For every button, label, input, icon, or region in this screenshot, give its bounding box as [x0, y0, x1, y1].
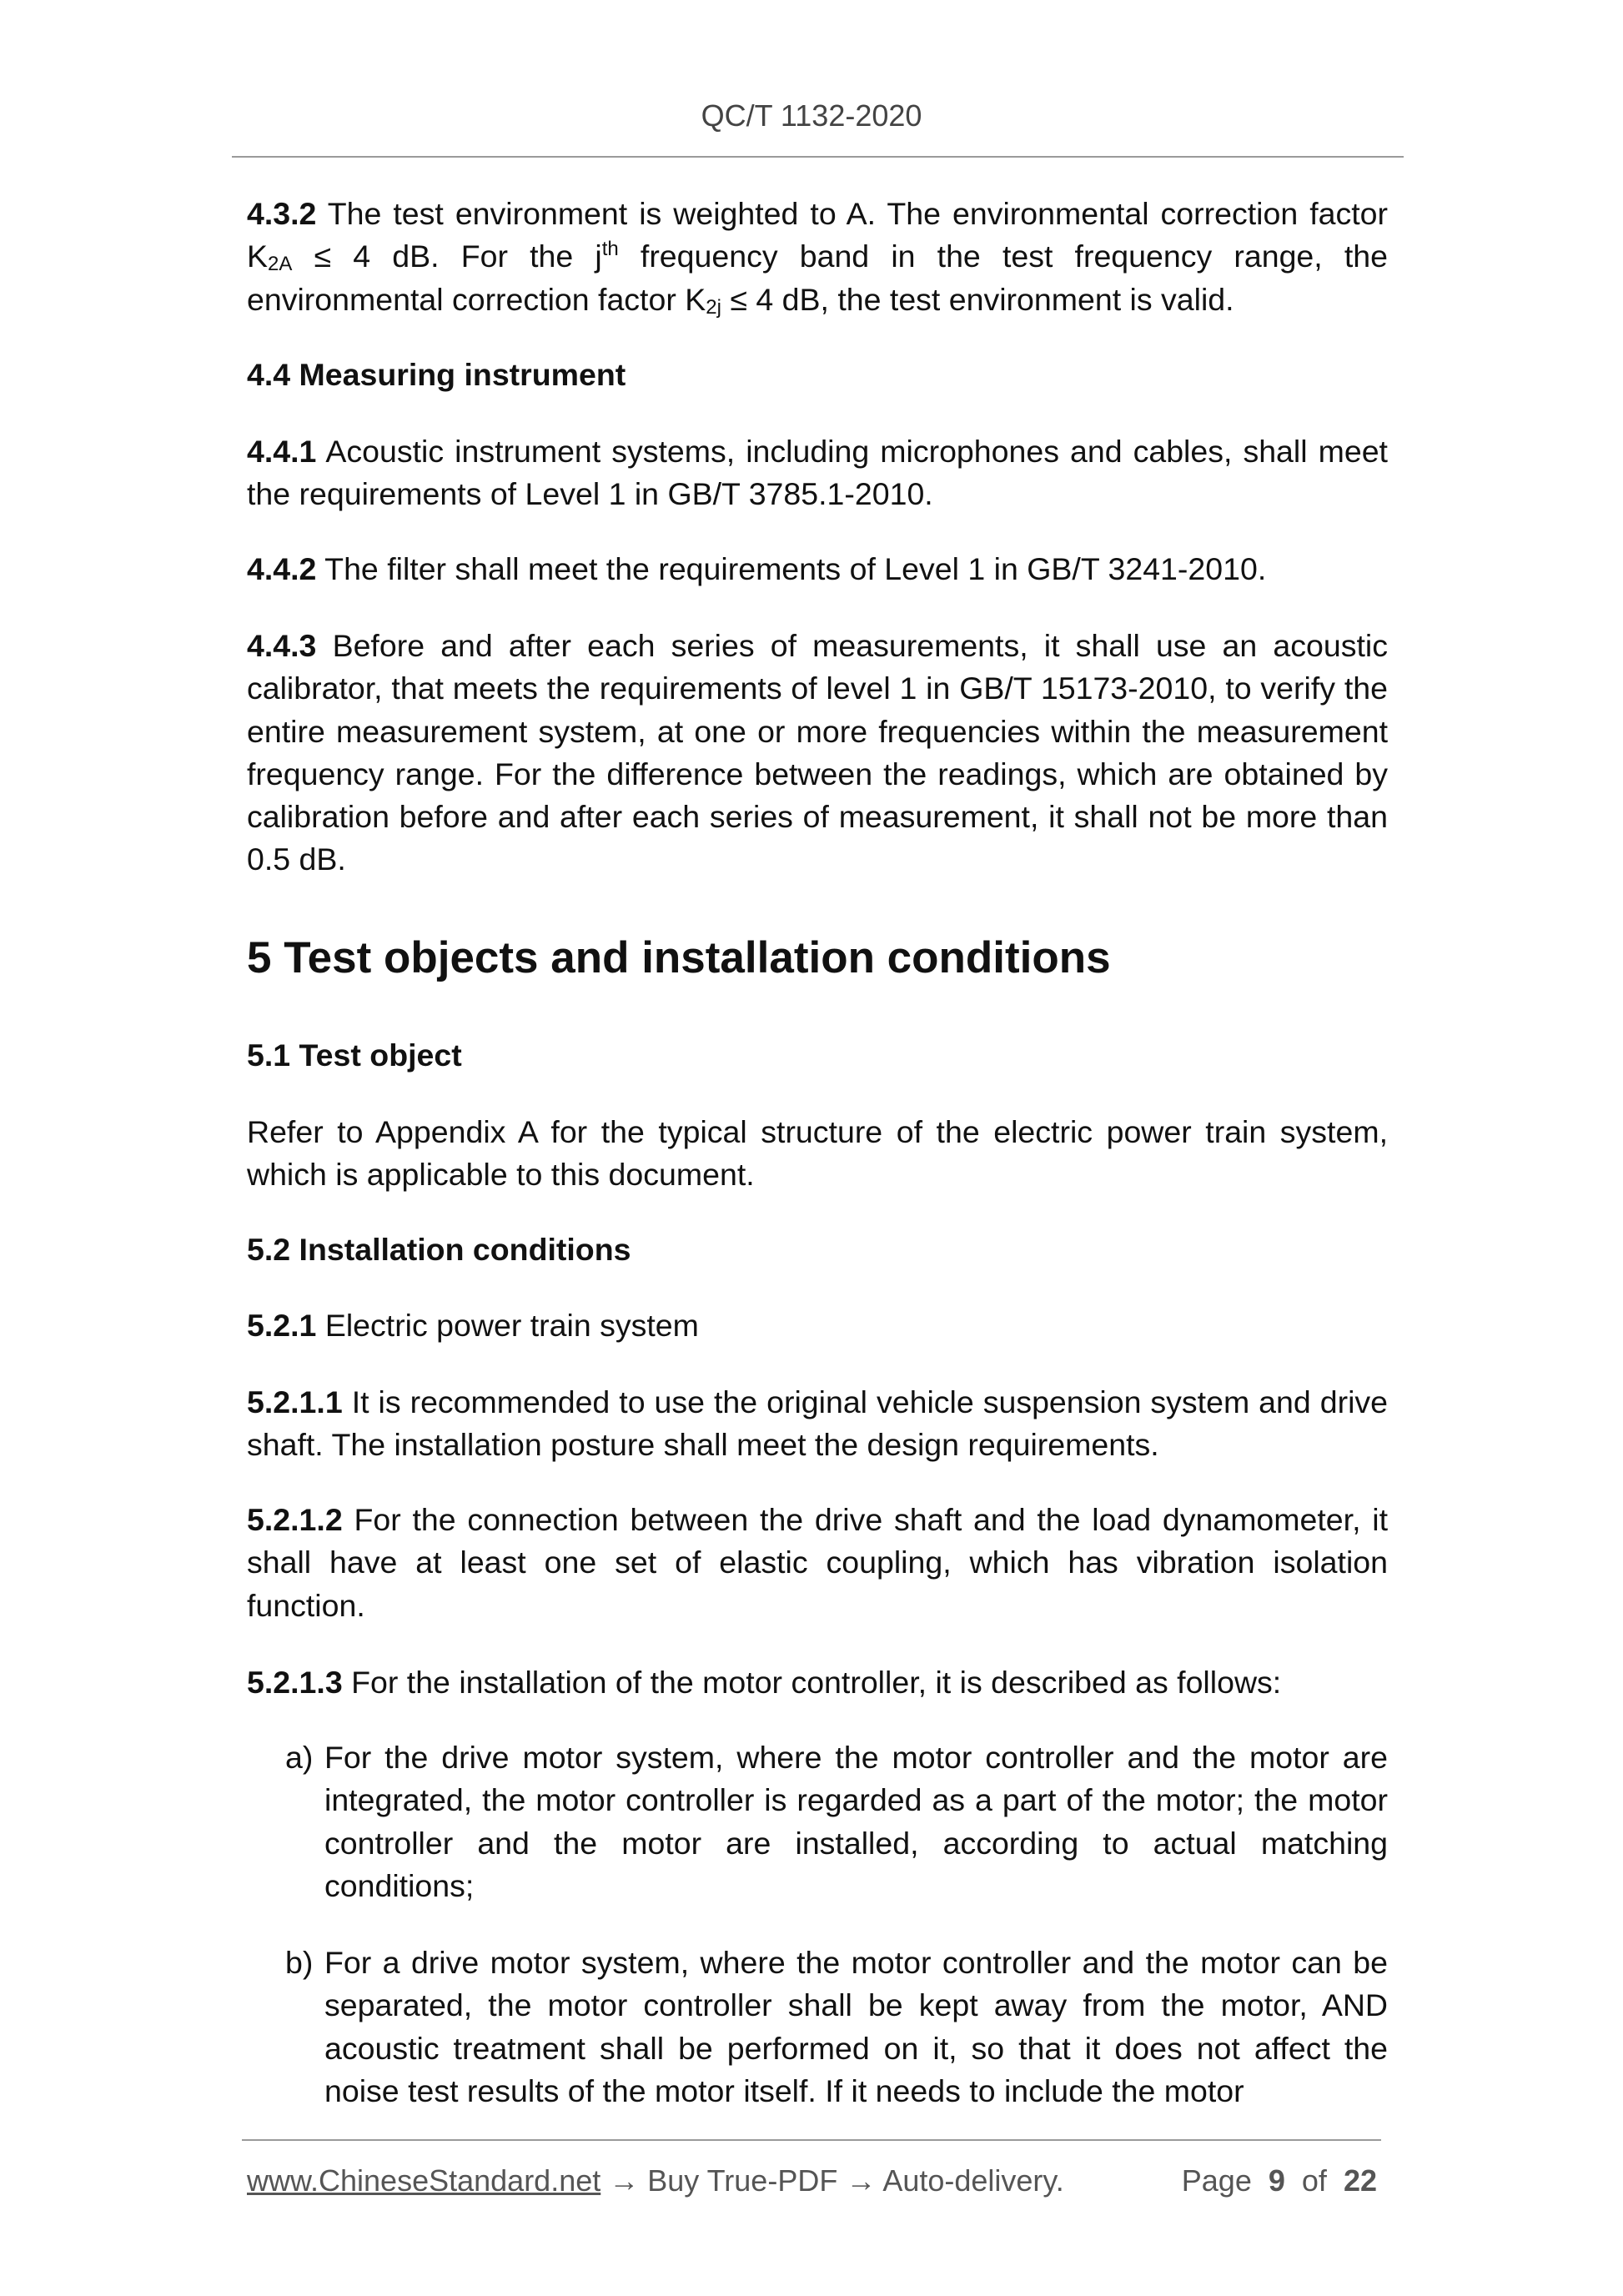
clause-number: 5.2.1.3: [247, 1665, 343, 1700]
heading-5-2: 5.2 Installation conditions: [247, 1232, 631, 1267]
clause-number: 4.4.1: [247, 434, 317, 469]
page-number: 9: [1268, 2163, 1285, 2198]
clause-number: 5.2.1: [247, 1308, 317, 1343]
subscript: 2A: [268, 253, 293, 276]
text: Before and after each series of measurements, it shall use an acoustic calibrator, that meets the requirements of level 1 in GB/T 15173-2010, to verify the entire measurement system, at one or more frequencies within the measurement frequency range. For the difference between the readings, which are obtained by calibration before and after each series of measurement, it shall not be more than 0.5 dB.: [247, 628, 1388, 877]
running-header: QC/T 1132-2020: [701, 98, 922, 133]
list-item-a: [285, 1736, 1388, 1907]
text: ≤ 4 dB, the test environment is valid.: [721, 281, 1234, 317]
heading-5: 5 Test objects and installation conditions: [247, 933, 1111, 982]
text: The filter shall meet the requirements of Level 1 in GB/T 3241-2010.: [324, 551, 1267, 586]
paragraph-5-2-1-1: [247, 1381, 1388, 1467]
page-footer: [247, 2163, 1377, 2198]
clause-number: 4.3.2: [247, 196, 317, 231]
paragraph-5-1: Refer to Appendix A for the typical structure of the electric power train system, which is applicable to this document.: [247, 1114, 1388, 1193]
list-label: b): [285, 1945, 314, 1980]
subscript: 2j: [706, 295, 721, 319]
paragraph-5-2-1: [247, 1304, 1388, 1347]
paragraph-5-2-1-3: [247, 1661, 1388, 1704]
paragraph-4-3-2: [247, 193, 1388, 321]
website-link[interactable]: www.ChineseStandard.net: [247, 2163, 601, 2198]
clause-number: 4.4.3: [247, 628, 317, 663]
text: For the installation of the motor controller, it is described as follows:: [351, 1665, 1282, 1700]
list-text: For a drive motor system, where the motor controller and the motor can be separated, the motor controller shall be kept away from the motor, AND acoustic treatment shall be performed on it, so that it does not affect the noise test results of the motor itself. If it needs to include the motor: [324, 1945, 1388, 2108]
text: Acoustic instrument systems, including microphones and cables, shall meet the requirements of Level 1 in GB/T 3785.1-2010.: [247, 434, 1388, 512]
superscript: th: [601, 238, 619, 261]
text: ≤ 4 dB. For the j: [292, 239, 602, 274]
paragraph-4-4-2: [247, 548, 1388, 590]
paragraph-4-4-3: [247, 625, 1388, 882]
of-word: of: [1301, 2163, 1327, 2198]
list-text: For the drive motor system, where the motor controller and the motor are integrated, the motor controller is regarded as a part of the motor; the motor controller and the motor are installed, according to actual matching conditions;: [324, 1740, 1388, 1903]
heading-4-4: 4.4 Measuring instrument: [247, 357, 626, 392]
footer-promo: [247, 2163, 1064, 2198]
clause-number: 5.2.1.2: [247, 1502, 343, 1537]
text: For the connection between the drive shaft and the load dynamometer, it shall have at least one set of elastic coupling, which has vibration isolation function.: [247, 1502, 1388, 1623]
clause-number: 5.2.1.1: [247, 1384, 343, 1419]
text: The test environment is weighted to A. The environmental correction factor K: [247, 196, 1389, 274]
text: It is recommended to use the original vehicle suspension system and drive shaft. The installation posture shall meet the design requirements.: [247, 1384, 1389, 1463]
page-word: Page: [1181, 2163, 1252, 2198]
footer-divider: [242, 2139, 1381, 2141]
list-label: a): [285, 1740, 314, 1775]
heading-5-1: 5.1 Test object: [247, 1037, 462, 1073]
paragraph-5-2-1-2: [247, 1499, 1388, 1627]
clause-number: 4.4.2: [247, 551, 317, 586]
header-divider: [232, 156, 1404, 158]
list-item-b: [285, 1942, 1388, 2113]
text: frequency band in the test frequency range, the environmental correction factor K: [247, 239, 1388, 317]
text: Electric power train system: [324, 1308, 699, 1343]
footer-text: → Buy True-PDF → Auto-delivery.: [600, 2163, 1064, 2198]
total-pages: 22: [1343, 2163, 1377, 2198]
paragraph-4-4-1: [247, 430, 1388, 516]
page-indicator: [1182, 2163, 1377, 2198]
